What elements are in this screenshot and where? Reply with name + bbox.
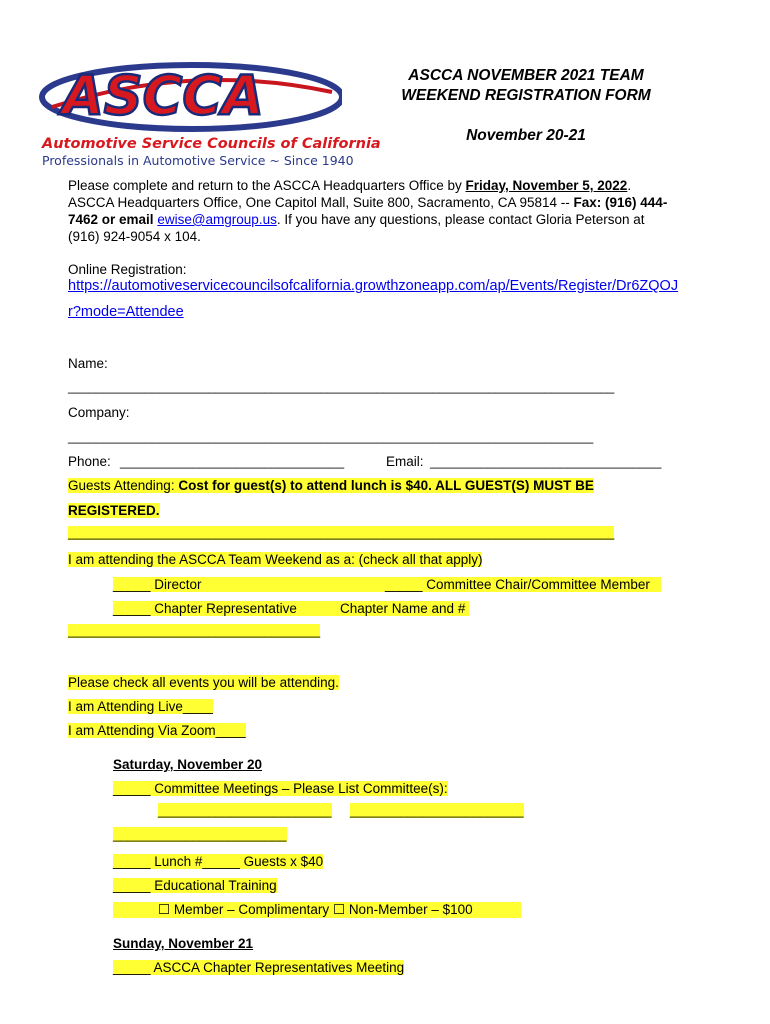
intro-text: Please complete and return to the ASCCA Headquarters Office by	[68, 178, 466, 193]
committee-field-1[interactable]: ________________________	[158, 803, 332, 818]
committee-field-2[interactable]: ________________________	[350, 803, 524, 818]
online-registration-link[interactable]: https://automotiveservicecouncilsofcalifornia.growthzoneapp.com/ap/Events/Register/Dr6ZQOJ	[68, 278, 679, 294]
ascca-logo-graphic	[32, 52, 342, 132]
phone-field[interactable]: _______________________________	[120, 454, 345, 469]
attending-live-option[interactable]: I am Attending Live____	[68, 699, 213, 714]
committee-chair-option[interactable]: _____ Committee Chair/Committee Member	[385, 577, 661, 592]
guest-cost-note: Cost for guest(s) to attend lunch is $40. ALL GUEST(S) MUST BE	[178, 478, 594, 493]
ascca-logo	[32, 52, 381, 170]
guests-label: Guests Attending:	[68, 478, 179, 493]
email-link[interactable]: ewise@amgroup.us	[157, 212, 277, 227]
company-label: Company:	[68, 405, 130, 420]
form-title-line2: WEEKEND REGISTRATION FORM	[401, 87, 651, 104]
chapter-name-label: Chapter Name and #	[340, 601, 466, 616]
phone-label: Phone:	[68, 454, 111, 469]
name-field[interactable]: ______________________________________________________________________________	[68, 380, 615, 394]
guest-cost-note-cont: REGISTERED.	[68, 503, 160, 518]
nonmember-checkbox[interactable]: ☐	[332, 902, 346, 917]
sunday-heading: Sunday, November 21	[113, 936, 254, 951]
logo-wordmark: ASCCA	[62, 64, 264, 127]
chapter-rep-option[interactable]: _____ Chapter Representative	[113, 601, 297, 616]
lunch-option[interactable]: _____ Lunch #_____ Guests x $40	[113, 854, 324, 869]
intro-line-4: (916) 924-9054 x 104.	[68, 229, 201, 244]
attending-zoom-option[interactable]: I am Attending Via Zoom____	[68, 723, 246, 738]
form-title	[376, 66, 676, 106]
logo-org-name: Automotive Service Councils of California	[42, 136, 381, 152]
guests-attending-line	[68, 478, 594, 493]
email-label: Email:	[386, 454, 424, 469]
fax-number-cont: 7462 or email	[68, 212, 158, 227]
chapter-reps-meeting-option[interactable]: _____ ASCCA Chapter Representatives Meeting	[113, 960, 405, 975]
online-registration-label: Online Registration:	[68, 262, 187, 277]
director-option[interactable]: _____ Director	[113, 577, 385, 592]
member-option-label: Member – Complimentary	[173, 902, 330, 917]
company-field[interactable]: ___________________________________________________________________________	[68, 430, 594, 444]
email-field[interactable]: ________________________________	[430, 454, 662, 469]
online-registration-link-cont[interactable]: r?mode=Attendee	[68, 304, 184, 320]
deadline-date: Friday, November 5, 2022	[465, 178, 628, 193]
fax-number: Fax: (916) 444-	[573, 195, 668, 210]
intro-line-2	[68, 195, 667, 210]
hq-address: ASCCA Headquarters Office, One Capitol Mall, Suite 800, Sacramento, CA 95814 --	[68, 195, 574, 210]
event-dates: November 20-21	[466, 127, 586, 144]
form-title-line1: ASCCA NOVEMBER 2021 TEAM	[408, 67, 644, 84]
intro-line-3	[68, 212, 645, 227]
member-checkbox[interactable]: ☐	[158, 902, 171, 917]
chapter-rep-line	[113, 601, 469, 616]
chapter-name-field[interactable]: ____________________________________	[68, 624, 321, 638]
intro-line-1	[68, 178, 631, 193]
committee-meetings-option[interactable]: _____ Committee Meetings – Please List Committee(s):	[113, 781, 448, 796]
saturday-heading: Saturday, November 20	[113, 757, 263, 772]
educational-training-option[interactable]: _____ Educational Training	[113, 878, 277, 893]
nonmember-option-label: Non-Member – $100	[348, 902, 473, 917]
guests-field[interactable]: ______________________________________________________________________________	[68, 526, 615, 540]
committee-field-3[interactable]: ________________________	[113, 827, 287, 842]
events-label: Please check all events you will be attending.	[68, 675, 339, 690]
attending-as-label: I am attending the ASCCA Team Weekend as a: (check all that apply)	[68, 552, 483, 567]
contact-text: . If you have any questions, please contact Gloria Peterson at	[276, 212, 645, 227]
name-label: Name:	[68, 356, 108, 371]
training-membership-line	[113, 902, 521, 918]
logo-tagline: Professionals in Automotive Service ~ Since 1940	[42, 153, 354, 168]
intro-text: .	[627, 178, 632, 193]
